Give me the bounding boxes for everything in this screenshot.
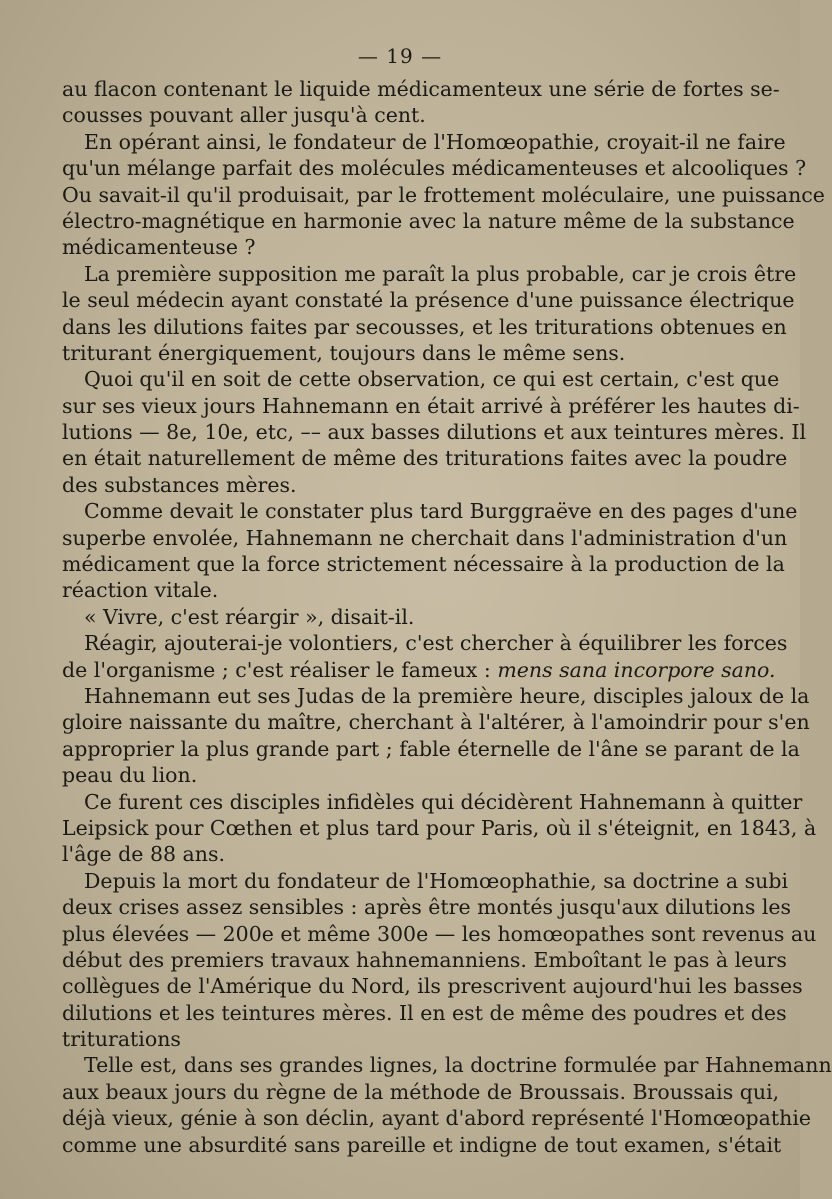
text-line <box>62 1132 782 1158</box>
text-line <box>62 234 738 260</box>
text-line-content: Hahnemann eut ses Judas de la première heure, disciples jaloux de la <box>84 683 810 708</box>
text-line-content: aux beaux jours du règne de la méthode de Broussais. Broussais qui, <box>62 1079 780 1104</box>
text-line-content: comme une absurdité sans pareille et indigne de tout examen, s'était <box>62 1132 782 1157</box>
text-line <box>62 841 738 867</box>
text-line <box>62 630 788 656</box>
text-line-content: La première supposition me paraît la plus probable, car je crois être <box>84 261 797 286</box>
text-line-content: début des premiers travaux hahnemanniens. Emboîtant le pas à leurs <box>62 947 787 972</box>
text-line-content: Ou savait-il qu'il produisait, par le frottement moléculaire, une puissance <box>62 182 825 207</box>
text-line <box>62 736 800 762</box>
text-line <box>62 789 803 815</box>
text-line <box>62 709 810 735</box>
text-line <box>62 366 780 392</box>
text-line <box>62 287 795 313</box>
text-line-content: de l'organisme ; c'est réaliser le fameux : <box>62 657 491 682</box>
text-line <box>62 208 795 234</box>
text-line <box>62 947 787 973</box>
text-line-content: médicament que la force strictement nécessaire à la production de la <box>62 552 785 577</box>
text-line-content: réaction vitale. <box>62 578 219 603</box>
text-line <box>62 525 788 551</box>
text-line-content: au flacon contenant le liquide médicamenteux une série de fortes se- <box>62 77 780 101</box>
text-line <box>62 1079 780 1105</box>
latin-phrase: mens sana incorpore sano. <box>497 657 776 682</box>
text-line <box>62 76 780 102</box>
text-line-content: approprier la plus grande part ; fable éternelle de l'âne se parant de la <box>62 736 800 761</box>
text-line-content: Quoi qu'il en soit de cette observation, ce qui est certain, c'est que <box>84 367 780 392</box>
text-line <box>62 261 797 287</box>
text-line-content: En opérant ainsi, le fondateur de l'Homœopathie, croyait-il ne faire <box>84 129 786 154</box>
text-line-content: triturant énergiquement, toujours dans le même sens. <box>62 340 626 365</box>
body-text <box>62 76 832 1158</box>
text-line-content: Leipsick pour Cœthen et plus tard pour Paris, où il s'éteignit, en 1843, à <box>62 815 817 840</box>
text-line-content: Comme devait le constater plus tard Burggraëve en des pages d'une <box>84 499 798 524</box>
text-line-content: qu'un mélange parfait des molécules médicamenteuses et alcooliques ? <box>62 156 807 181</box>
text-line-content: triturations <box>62 1027 181 1052</box>
page-number: — 19 — <box>357 44 443 68</box>
text-line-content: plus élevées — 200e et même 300e — les homœopathes sont revenus au <box>62 921 817 946</box>
text-line <box>62 551 785 577</box>
text-line <box>62 1026 738 1052</box>
text-line-content: collègues de l'Amérique du Nord, ils prescrivent aujourd'hui les basses <box>62 974 803 999</box>
text-line-content: Réagir, ajouterai-je volontiers, c'est chercher à équilibrer les forces <box>84 631 788 656</box>
text-line <box>62 155 807 181</box>
text-line <box>62 868 789 894</box>
text-line <box>62 815 817 841</box>
text-line-content: le seul médecin ayant constaté la présence d'une puissance électrique <box>62 288 795 313</box>
text-line <box>62 472 738 498</box>
text-line <box>62 683 810 709</box>
text-line-content: Telle est, dans ses grandes lignes, la doctrine formulée par Hahnemann <box>84 1053 832 1078</box>
text-line <box>62 445 788 471</box>
text-line <box>62 340 738 366</box>
text-line <box>62 314 787 340</box>
text-line <box>62 604 738 630</box>
text-line-content: gloire naissante du maître, cherchant à l'altérer, à l'amoindrir pour s'en <box>62 710 810 735</box>
text-line <box>62 657 776 683</box>
text-line-content: électro-magnétique en harmonie avec la nature même de la substance <box>62 208 795 233</box>
text-line-content: « Vivre, c'est réargir », disait-il. <box>84 604 415 629</box>
text-line-content: Ce furent ces disciples infidèles qui décidèrent Hahnemann à quitter <box>84 789 803 814</box>
text-line-content: superbe envolée, Hahnemann ne cherchait dans l'administration d'un <box>62 525 788 550</box>
text-line <box>62 1105 812 1131</box>
text-line-content: des substances mères. <box>62 472 297 497</box>
text-line <box>62 182 825 208</box>
text-line-content: deux crises assez sensibles : après être montés jusqu'aux dilutions les <box>62 895 792 920</box>
text-line <box>62 419 807 445</box>
text-line <box>62 973 803 999</box>
text-line <box>62 498 798 524</box>
text-line <box>62 1000 787 1026</box>
text-line <box>62 894 792 920</box>
text-line-content: médicamenteuse ? <box>62 235 256 260</box>
text-line <box>62 577 738 603</box>
text-line-content: sur ses vieux jours Hahnemann en était arrivé à préférer les hautes di- <box>62 393 800 418</box>
text-line <box>62 393 800 419</box>
text-line-content: en était naturellement de même des triturations faites avec la poudre <box>62 446 788 471</box>
text-line <box>62 921 817 947</box>
text-line-content: Depuis la mort du fondateur de l'Homœophathie, sa doctrine a subi <box>84 868 789 893</box>
text-line <box>62 129 786 155</box>
text-line-content: dilutions et les teintures mères. Il en est de même des poudres et des <box>62 1000 787 1025</box>
text-line <box>62 762 738 788</box>
text-line-content: peau du lion. <box>62 763 198 788</box>
text-line-content: dans les dilutions faites par secousses, et les triturations obtenues en <box>62 314 787 339</box>
text-line-content: cousses pouvant aller jusqu'à cent. <box>62 103 426 128</box>
text-line <box>62 1052 832 1078</box>
text-line-content: lutions — 8e, 10e, etc, –– aux basses dilutions et aux teintures mères. Il <box>62 420 807 445</box>
text-line-content: l'âge de 88 ans. <box>62 842 226 867</box>
text-line <box>62 102 738 128</box>
text-line-content: déjà vieux, génie à son déclin, ayant d'abord représenté l'Homœopathie <box>62 1106 812 1131</box>
